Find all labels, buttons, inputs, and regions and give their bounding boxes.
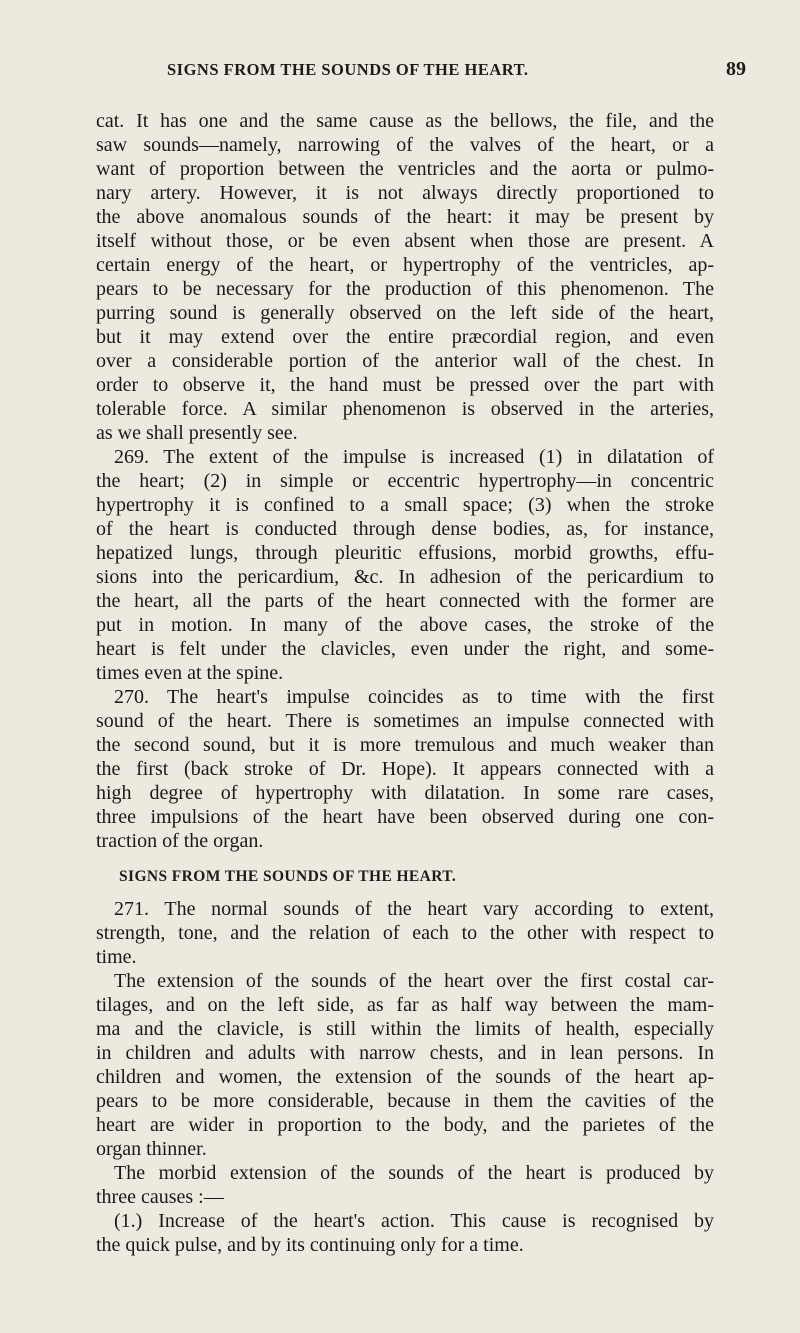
text-line: hypertrophy it is confined to a small space; (3) when the stroke <box>96 494 714 516</box>
text-line: time. <box>96 946 137 968</box>
text-line: times even at the spine. <box>96 662 284 684</box>
text-line: pears to be more considerable, because in them the cavities of the <box>96 1090 714 1112</box>
text-line: put in motion. In many of the above cases, the stroke of the <box>96 614 714 636</box>
text-line: certain energy of the heart, or hypertrophy of the ventricles, ap- <box>96 254 714 276</box>
text-line: itself without those, or be even absent when those are present. A <box>96 230 714 252</box>
text-line: tilages, and on the left side, as far as half way between the mam- <box>96 994 714 1016</box>
text-line: heart are wider in proportion to the body, and the parietes of the <box>96 1114 714 1136</box>
section-heading: SIGNS FROM THE SOUNDS OF THE HEART. <box>119 868 457 885</box>
text-line: in children and adults with narrow chests, and in lean persons. In <box>96 1042 714 1064</box>
text-line: order to observe it, the hand must be pressed over the part with <box>96 374 714 396</box>
text-line: tolerable force. A similar phenomenon is observed in the arteries, <box>96 398 714 420</box>
text-line: saw sounds—namely, narrowing of the valves of the heart, or a <box>96 134 714 156</box>
text-line: purring sound is generally observed on the left side of the heart, <box>96 302 714 324</box>
text-line: as we shall presently see. <box>96 422 298 444</box>
paragraph-start-line: The morbid extension of the sounds of the heart is produced by <box>114 1162 714 1184</box>
text-line: of the heart is conducted through dense bodies, as, for instance, <box>96 518 714 540</box>
text-line: three causes :— <box>96 1186 224 1208</box>
text-line: sound of the heart. There is sometimes an impulse connected with <box>96 710 714 732</box>
text-line: sions into the pericardium, &c. In adhesion of the pericardium to <box>96 566 714 588</box>
paragraph-start-line: The extension of the sounds of the heart over the first costal car- <box>114 970 714 992</box>
text-line: high degree of hypertrophy with dilatation. In some rare cases, <box>96 782 714 804</box>
text-line: but it may extend over the entire præcordial region, and even <box>96 326 714 348</box>
text-line: strength, tone, and the relation of each to the other with respect to <box>96 922 714 944</box>
paragraph-start-line: 271. The normal sounds of the heart vary according to extent, <box>114 898 714 920</box>
text-line: the quick pulse, and by its continuing only for a time. <box>96 1234 524 1256</box>
text-line: the heart; (2) in simple or eccentric hypertrophy—in concentric <box>96 470 714 492</box>
text-line: three impulsions of the heart have been observed during one con- <box>96 806 714 828</box>
running-head: SIGNS FROM THE SOUNDS OF THE HEART. <box>167 60 529 79</box>
text-line: the above anomalous sounds of the heart: it may be present by <box>96 206 714 228</box>
text-line: organ thinner. <box>96 1138 207 1160</box>
page-number: 89 <box>726 58 746 80</box>
text-line: the heart, all the parts of the heart connected with the former are <box>96 590 714 612</box>
text-line: heart is felt under the clavicles, even under the right, and some- <box>96 638 714 660</box>
text-line: ma and the clavicle, is still within the limits of health, especially <box>96 1018 714 1040</box>
text-line: pears to be necessary for the production of this phenomenon. The <box>96 278 714 300</box>
text-line: over a considerable portion of the anterior wall of the chest. In <box>96 350 714 372</box>
text-line: the second sound, but it is more tremulous and much weaker than <box>96 734 714 756</box>
text-line: nary artery. However, it is not always directly proportioned to <box>96 182 714 204</box>
paragraph-start-line: 270. The heart's impulse coincides as to time with the first <box>114 686 714 708</box>
text-line: hepatized lungs, through pleuritic effusions, morbid growths, effu- <box>96 542 714 564</box>
text-line: want of proportion between the ventricles and the aorta or pulmo- <box>96 158 714 180</box>
paragraph-start-line: (1.) Increase of the heart's action. This cause is recognised by <box>114 1210 714 1232</box>
text-line: traction of the organ. <box>96 830 264 852</box>
text-line: cat. It has one and the same cause as the bellows, the file, and the <box>96 110 714 132</box>
paragraph-start-line: 269. The extent of the impulse is increased (1) in dilatation of <box>114 446 714 468</box>
text-line: the first (back stroke of Dr. Hope). It appears connected with a <box>96 758 714 780</box>
text-line: children and women, the extension of the sounds of the heart ap- <box>96 1066 714 1088</box>
